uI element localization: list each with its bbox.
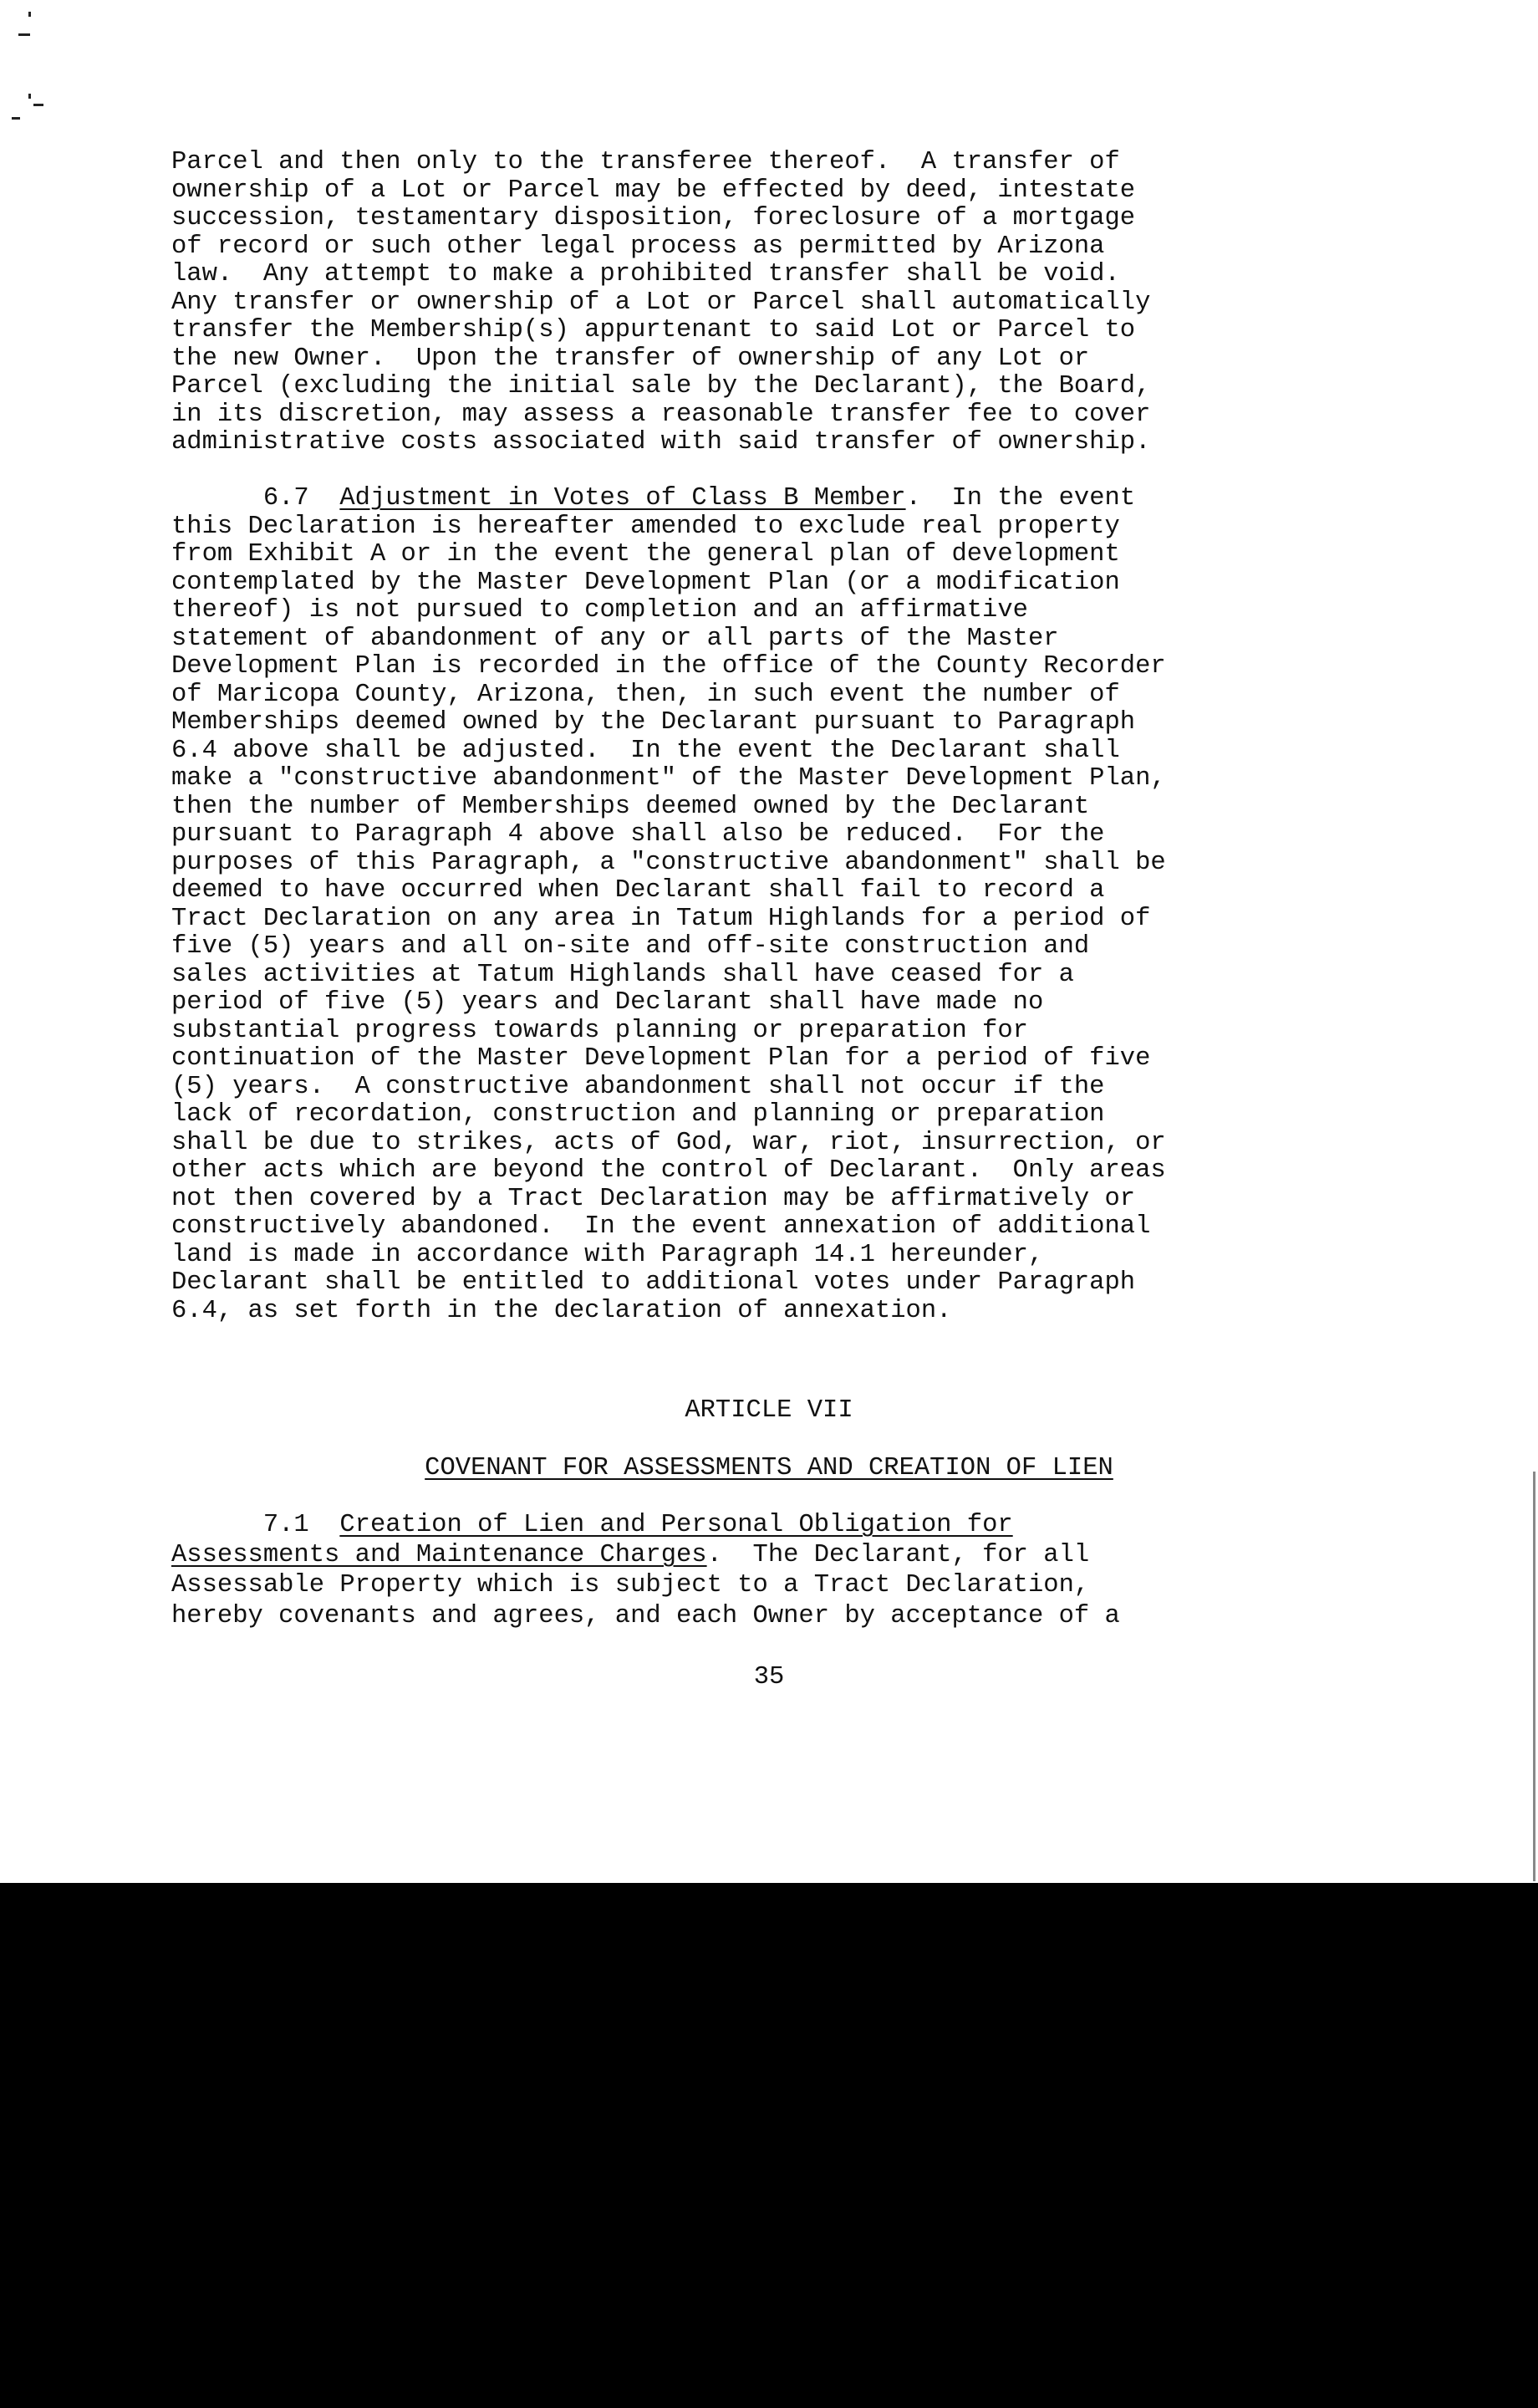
- section-title-continued: Assessments and Maintenance Charges: [171, 1541, 707, 1569]
- text-line: 6.4 above shall be adjusted. In the event the Declarant shall: [171, 736, 1120, 765]
- text-line: pursuant to Paragraph 4 above shall also be reduced. For the: [171, 820, 1105, 849]
- text-line: continuation of the Master Development Plan for a period of five: [171, 1044, 1151, 1073]
- section-heading-line: [171, 1510, 1120, 1540]
- text-line: Development Plan is recorded in the office of the County Recorder: [171, 652, 1166, 681]
- section-title: Adjustment in Votes of Class B Member: [339, 484, 906, 513]
- text-line: Assessable Property which is subject to a Tract Declaration,: [171, 1571, 1090, 1599]
- text-line: Parcel and then only to the transferee thereof. A transfer of: [171, 148, 1120, 176]
- text-line: lack of recordation, construction and planning or preparation: [171, 1100, 1105, 1129]
- text-line: administrative costs associated with said transfer of ownership.: [171, 428, 1151, 457]
- text-line: law. Any attempt to make a prohibited transfer shall be void.: [171, 260, 1120, 288]
- text-line: five (5) years and all on-site and off-site construction and: [171, 932, 1090, 961]
- section-first-line-rest: . In the event: [905, 484, 1136, 513]
- text-line: substantial progress towards planning or preparation for: [171, 1016, 1028, 1045]
- text-line: deemed to have occurred when Declarant shall fail to record a: [171, 876, 1105, 905]
- text-line: contemplated by the Master Development Plan (or a modification: [171, 568, 1120, 597]
- scan-artifact: [12, 117, 20, 120]
- article-label: ARTICLE VII: [685, 1396, 853, 1425]
- text-line: (5) years. A constructive abandonment shall not occur if the: [171, 1072, 1105, 1101]
- text-line: Tract Declaration on any area in Tatum Highlands for a period of: [171, 904, 1151, 933]
- scan-artifact: [28, 12, 31, 17]
- section-title: Creation of Lien and Personal Obligation for: [339, 1511, 1013, 1539]
- text-line: from Exhibit A or in the event the general plan of development: [171, 540, 1120, 569]
- paragraph-transfer: [171, 149, 1150, 457]
- text-line: not then covered by a Tract Declaration may be affirmatively or: [171, 1184, 1136, 1213]
- scan-background: [0, 1883, 1538, 2408]
- text-line: this Declaration is hereafter amended to exclude real property: [171, 512, 1120, 541]
- text-line: Memberships deemed owned by the Declarant pursuant to Paragraph: [171, 708, 1136, 737]
- section-7-1: [171, 1510, 1120, 1632]
- section-number: 6.7: [262, 484, 309, 513]
- text-line: Any transfer or ownership of a Lot or Parcel shall automatically: [171, 288, 1151, 317]
- text-line: 6.4, as set forth in the declaration of annexation.: [171, 1296, 952, 1325]
- text-line: the new Owner. Upon the transfer of ownership of any Lot or: [171, 344, 1090, 373]
- article-title-text: COVENANT FOR ASSESSMENTS AND CREATION OF LIEN: [425, 1454, 1113, 1482]
- text-line: other acts which are beyond the control of Declarant. Only areas: [171, 1156, 1166, 1185]
- text-line: ownership of a Lot or Parcel may be effected by deed, intestate: [171, 176, 1136, 205]
- text-line: transfer the Membership(s) appurtenant to said Lot or Parcel to: [171, 316, 1136, 344]
- section-heading-line: [171, 485, 1166, 513]
- scan-edge-line: [1533, 1472, 1535, 1881]
- text-line: constructively abandoned. In the event annexation of additional: [171, 1212, 1151, 1241]
- text-line: Declarant shall be entitled to additional votes under Paragraph: [171, 1268, 1136, 1297]
- text-line: shall be due to strikes, acts of God, war, riot, insurrection, or: [171, 1128, 1166, 1157]
- text-line: then the number of Memberships deemed owned by the Declarant: [171, 792, 1090, 821]
- section-6-7: [171, 485, 1166, 1325]
- text-line: of Maricopa County, Arizona, then, in such event the number of: [171, 680, 1120, 709]
- page-number: 35: [753, 1663, 785, 1691]
- section-title-line: [171, 1540, 1120, 1570]
- text-line: sales activities at Tatum Highlands shall have ceased for a: [171, 960, 1074, 989]
- article-title: [0, 1453, 1538, 1483]
- text-line: thereof) is not pursued to completion and an affirmative: [171, 596, 1028, 625]
- section-title-rest: . The Declarant, for all: [706, 1541, 1090, 1569]
- text-line: Parcel (excluding the initial sale by the Declarant), the Board,: [171, 372, 1151, 400]
- scan-artifact: [33, 104, 43, 106]
- text-line: purposes of this Paragraph, a "constructive abandonment" shall be: [171, 848, 1166, 877]
- text-line: hereby covenants and agrees, and each Owner by acceptance of a: [171, 1602, 1120, 1630]
- text-line: land is made in accordance with Paragraph 14.1 hereunder,: [171, 1240, 1044, 1269]
- text-line: succession, testamentary disposition, foreclosure of a mortgage: [171, 204, 1136, 232]
- text-line: make a "constructive abandonment" of the Master Development Plan,: [171, 764, 1166, 793]
- text-line: period of five (5) years and Declarant shall have made no: [171, 988, 1044, 1017]
- scan-artifact: [28, 94, 31, 99]
- text-line: in its discretion, may assess a reasonable transfer fee to cover: [171, 400, 1151, 429]
- text-line: statement of abandonment of any or all parts of the Master: [171, 624, 1059, 653]
- scan-artifact: [18, 33, 30, 36]
- text-line: of record or such other legal process as permitted by Arizona: [171, 232, 1105, 261]
- section-number: 7.1: [262, 1511, 309, 1539]
